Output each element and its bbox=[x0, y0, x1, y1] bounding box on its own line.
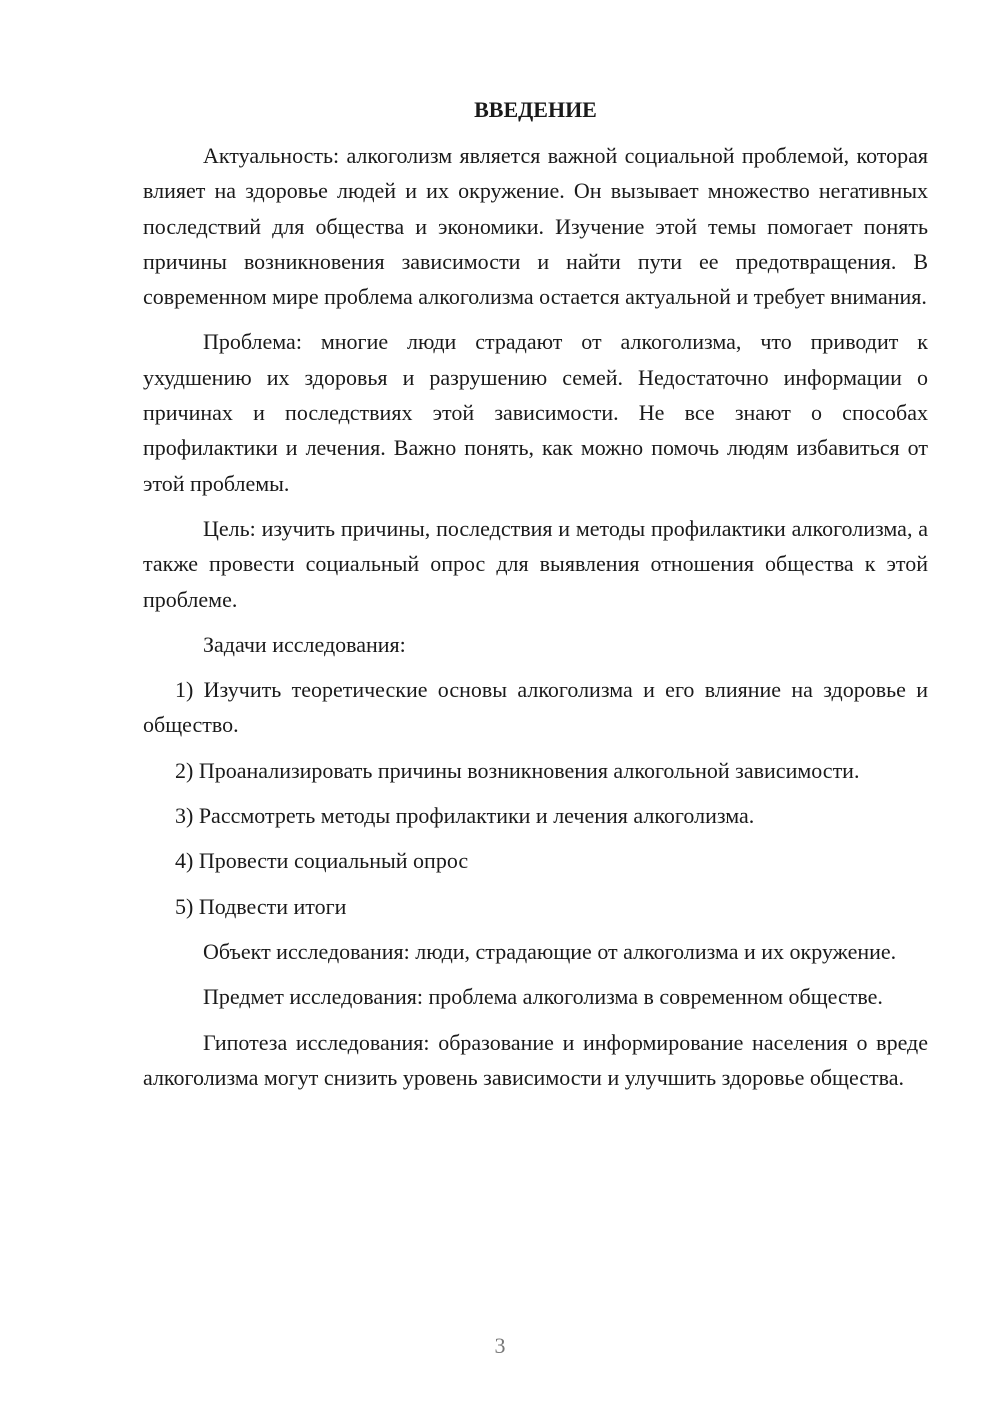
task-item-2: 2) Проанализировать причины возникновения алкогольной зависимости. bbox=[175, 757, 860, 783]
paragraph-tasks-intro: Задачи исследования: bbox=[203, 631, 406, 657]
paragraph-problem: Проблема: многие люди страдают от алкоголизма, что приводит к ухудшению их здоровья и разрушению семей. Недостаточно информации о причинах и последствиях этой зависимости. Не все знают о способах профилактики и лечения. Важно понять, как можно помочь людям избавиться от этой проблемы. bbox=[143, 329, 928, 496]
task-item-4: 4) Провести социальный опрос bbox=[175, 848, 469, 874]
document-page bbox=[143, 92, 928, 1105]
paragraph-subject: Предмет исследования: проблема алкоголизма в современном обществе. bbox=[203, 984, 883, 1010]
task-item-3: 3) Рассмотреть методы профилактики и лечения алкоголизма. bbox=[175, 803, 755, 829]
paragraph-hypothesis: Гипотеза исследования: образование и информирование населения о вреде алкоголизма могут снизить уровень зависимости и улучшить здоровье общества. bbox=[143, 1029, 928, 1090]
document-heading: ВВЕДЕНИЕ bbox=[474, 97, 597, 122]
page-number: 3 bbox=[494, 1333, 506, 1358]
paragraph-goal: Цель: изучить причины, последствия и методы профилактики алкоголизма, а также провести социальный опрос для выявления отношения общества к этой проблеме. bbox=[143, 515, 928, 612]
paragraph-object: Объект исследования: люди, страдающие от алкоголизма и их окружение. bbox=[203, 938, 897, 964]
task-item-1: 1) Изучить теоретические основы алкоголизма и его влияние на здоровье и общество. bbox=[143, 677, 928, 738]
task-item-5: 5) Подвести итоги bbox=[175, 893, 347, 919]
paragraph-relevance: Актуальность: алкоголизм является важной социальной проблемой, которая влияет на здоровье людей и их окружение. Он вызывает множество негативных последствий для общества и экономики. Изучение этой темы помогает понять причины возникновения зависимости и найти пути ее предотвращения. В современном мире проблема алкоголизма остается актуальной и требует внимания. bbox=[143, 143, 928, 310]
